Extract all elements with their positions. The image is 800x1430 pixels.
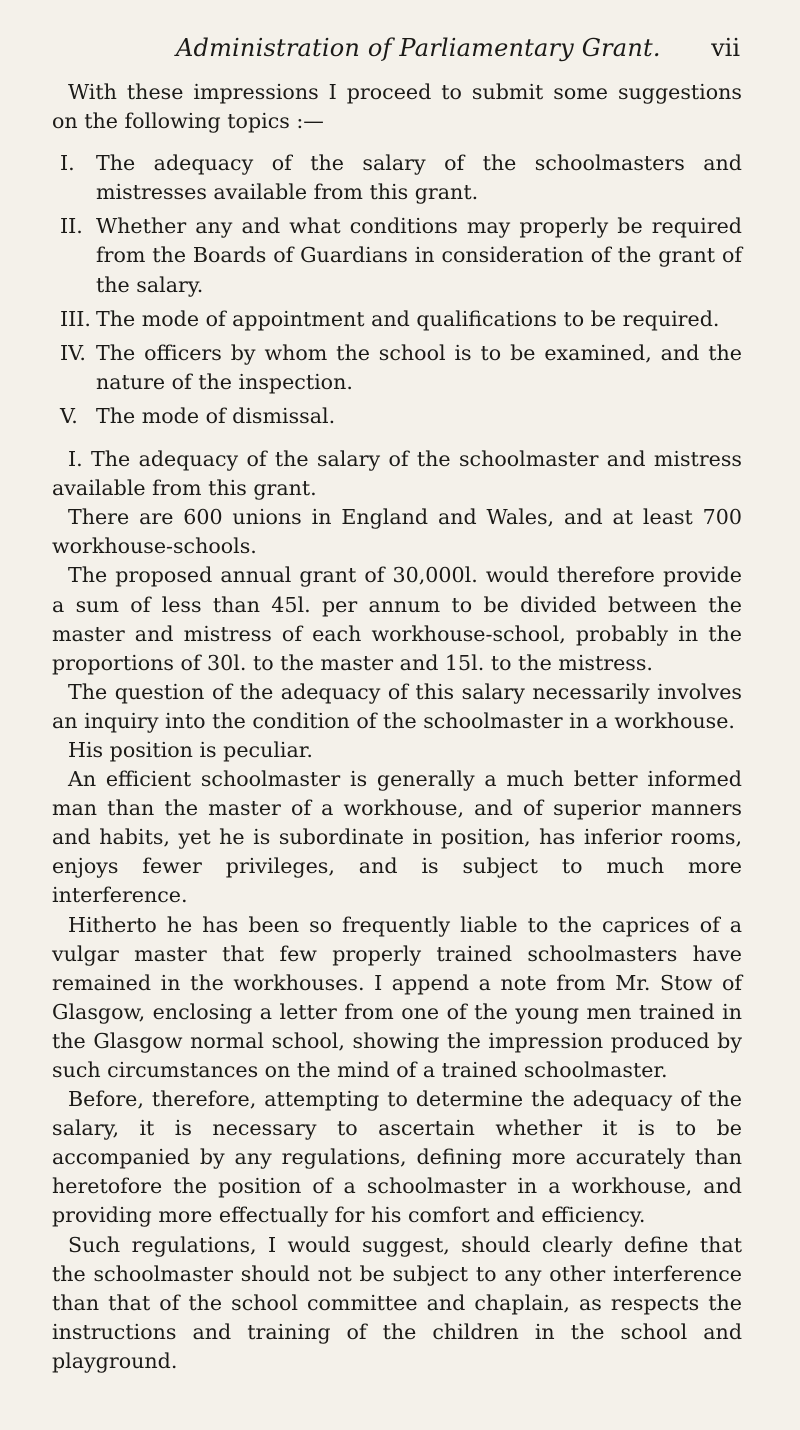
page-number: vii	[711, 34, 740, 62]
topic-item	[52, 402, 742, 431]
topic-text: The mode of appointment and qualifications to be required.	[96, 306, 720, 331]
topic-numeral: III.	[60, 306, 91, 331]
page-header	[52, 34, 742, 78]
topic-text: The adequacy of the salary of the schoolmasters and mistresses available from this grant.	[96, 151, 742, 205]
running-title: Administration of Parliamentary Grant.	[176, 34, 661, 62]
topic-item	[52, 305, 742, 334]
body-paragraph: There are 600 unions in England and Wales, and at least 700 workhouse-schools.	[52, 505, 742, 559]
topic-numeral: I.	[60, 151, 75, 176]
topic-text: Whether any and what conditions may properly be required from the Boards of Guardians in consideration of the grant of the salary.	[96, 214, 742, 297]
topic-item	[52, 212, 742, 299]
body-text	[52, 445, 742, 1376]
topic-numeral: II.	[60, 214, 83, 239]
topic-numeral: IV.	[60, 340, 86, 365]
topic-numeral: V.	[60, 403, 78, 428]
topic-item	[52, 339, 742, 397]
body-paragraph: The proposed annual grant of 30,000l. would therefore provide a sum of less than 45l. per annum to be divided between the master and mistress of each workhouse-school, probably in the proportions of 30l. to the master and 15l. to the mistress.	[52, 563, 742, 675]
body-paragraph: Such regulations, I would suggest, should clearly define that the schoolmaster should not be subject to any other interference than that of the school committee and chaplain, as respects the instructions and training of the children in the school and playground.	[52, 1232, 742, 1373]
body-paragraph: Hitherto he has been so frequently liable to the caprices of a vulgar master that few properly trained schoolmasters have remained in the workhouses. I append a note from Mr. Stow of Glasgow, enclosing a letter from one of the young men trained in the Glasgow normal school, showing the impression produced by such circumstances on the mind of a trained schoolmaster.	[52, 912, 742, 1082]
body-paragraph: An efficient schoolmaster is generally a much better informed man than the master of a workhouse, and of superior manners and habits, yet he is subordinate in position, has inferior rooms, enjoys fewer privileges, and is subject to much more interference.	[52, 767, 742, 908]
intro-paragraph: With these impressions I proceed to submit some suggestions on the following topics :—	[52, 80, 742, 134]
topic-item	[52, 149, 742, 207]
body-paragraph: His position is peculiar.	[68, 737, 313, 762]
topic-list	[52, 149, 742, 431]
topic-text: The mode of dismissal.	[96, 403, 336, 428]
body-paragraph: The question of the adequacy of this salary necessarily involves an inquiry into the condition of the schoolmaster in a workhouse.	[52, 679, 742, 733]
topic-text: The officers by whom the school is to be examined, and the nature of the inspection.	[96, 340, 742, 394]
section-heading: I. The adequacy of the salary of the schoolmaster and mistress available from this grant.	[52, 447, 742, 501]
body-paragraph: Before, therefore, attempting to determine the adequacy of the salary, it is necessary to ascertain whether it is to be accompanied by any regulations, defining more accurately than heretofore the position of a schoolmaster in a workhouse, and providing more effectually for his comfort and efficiency.	[52, 1087, 742, 1228]
